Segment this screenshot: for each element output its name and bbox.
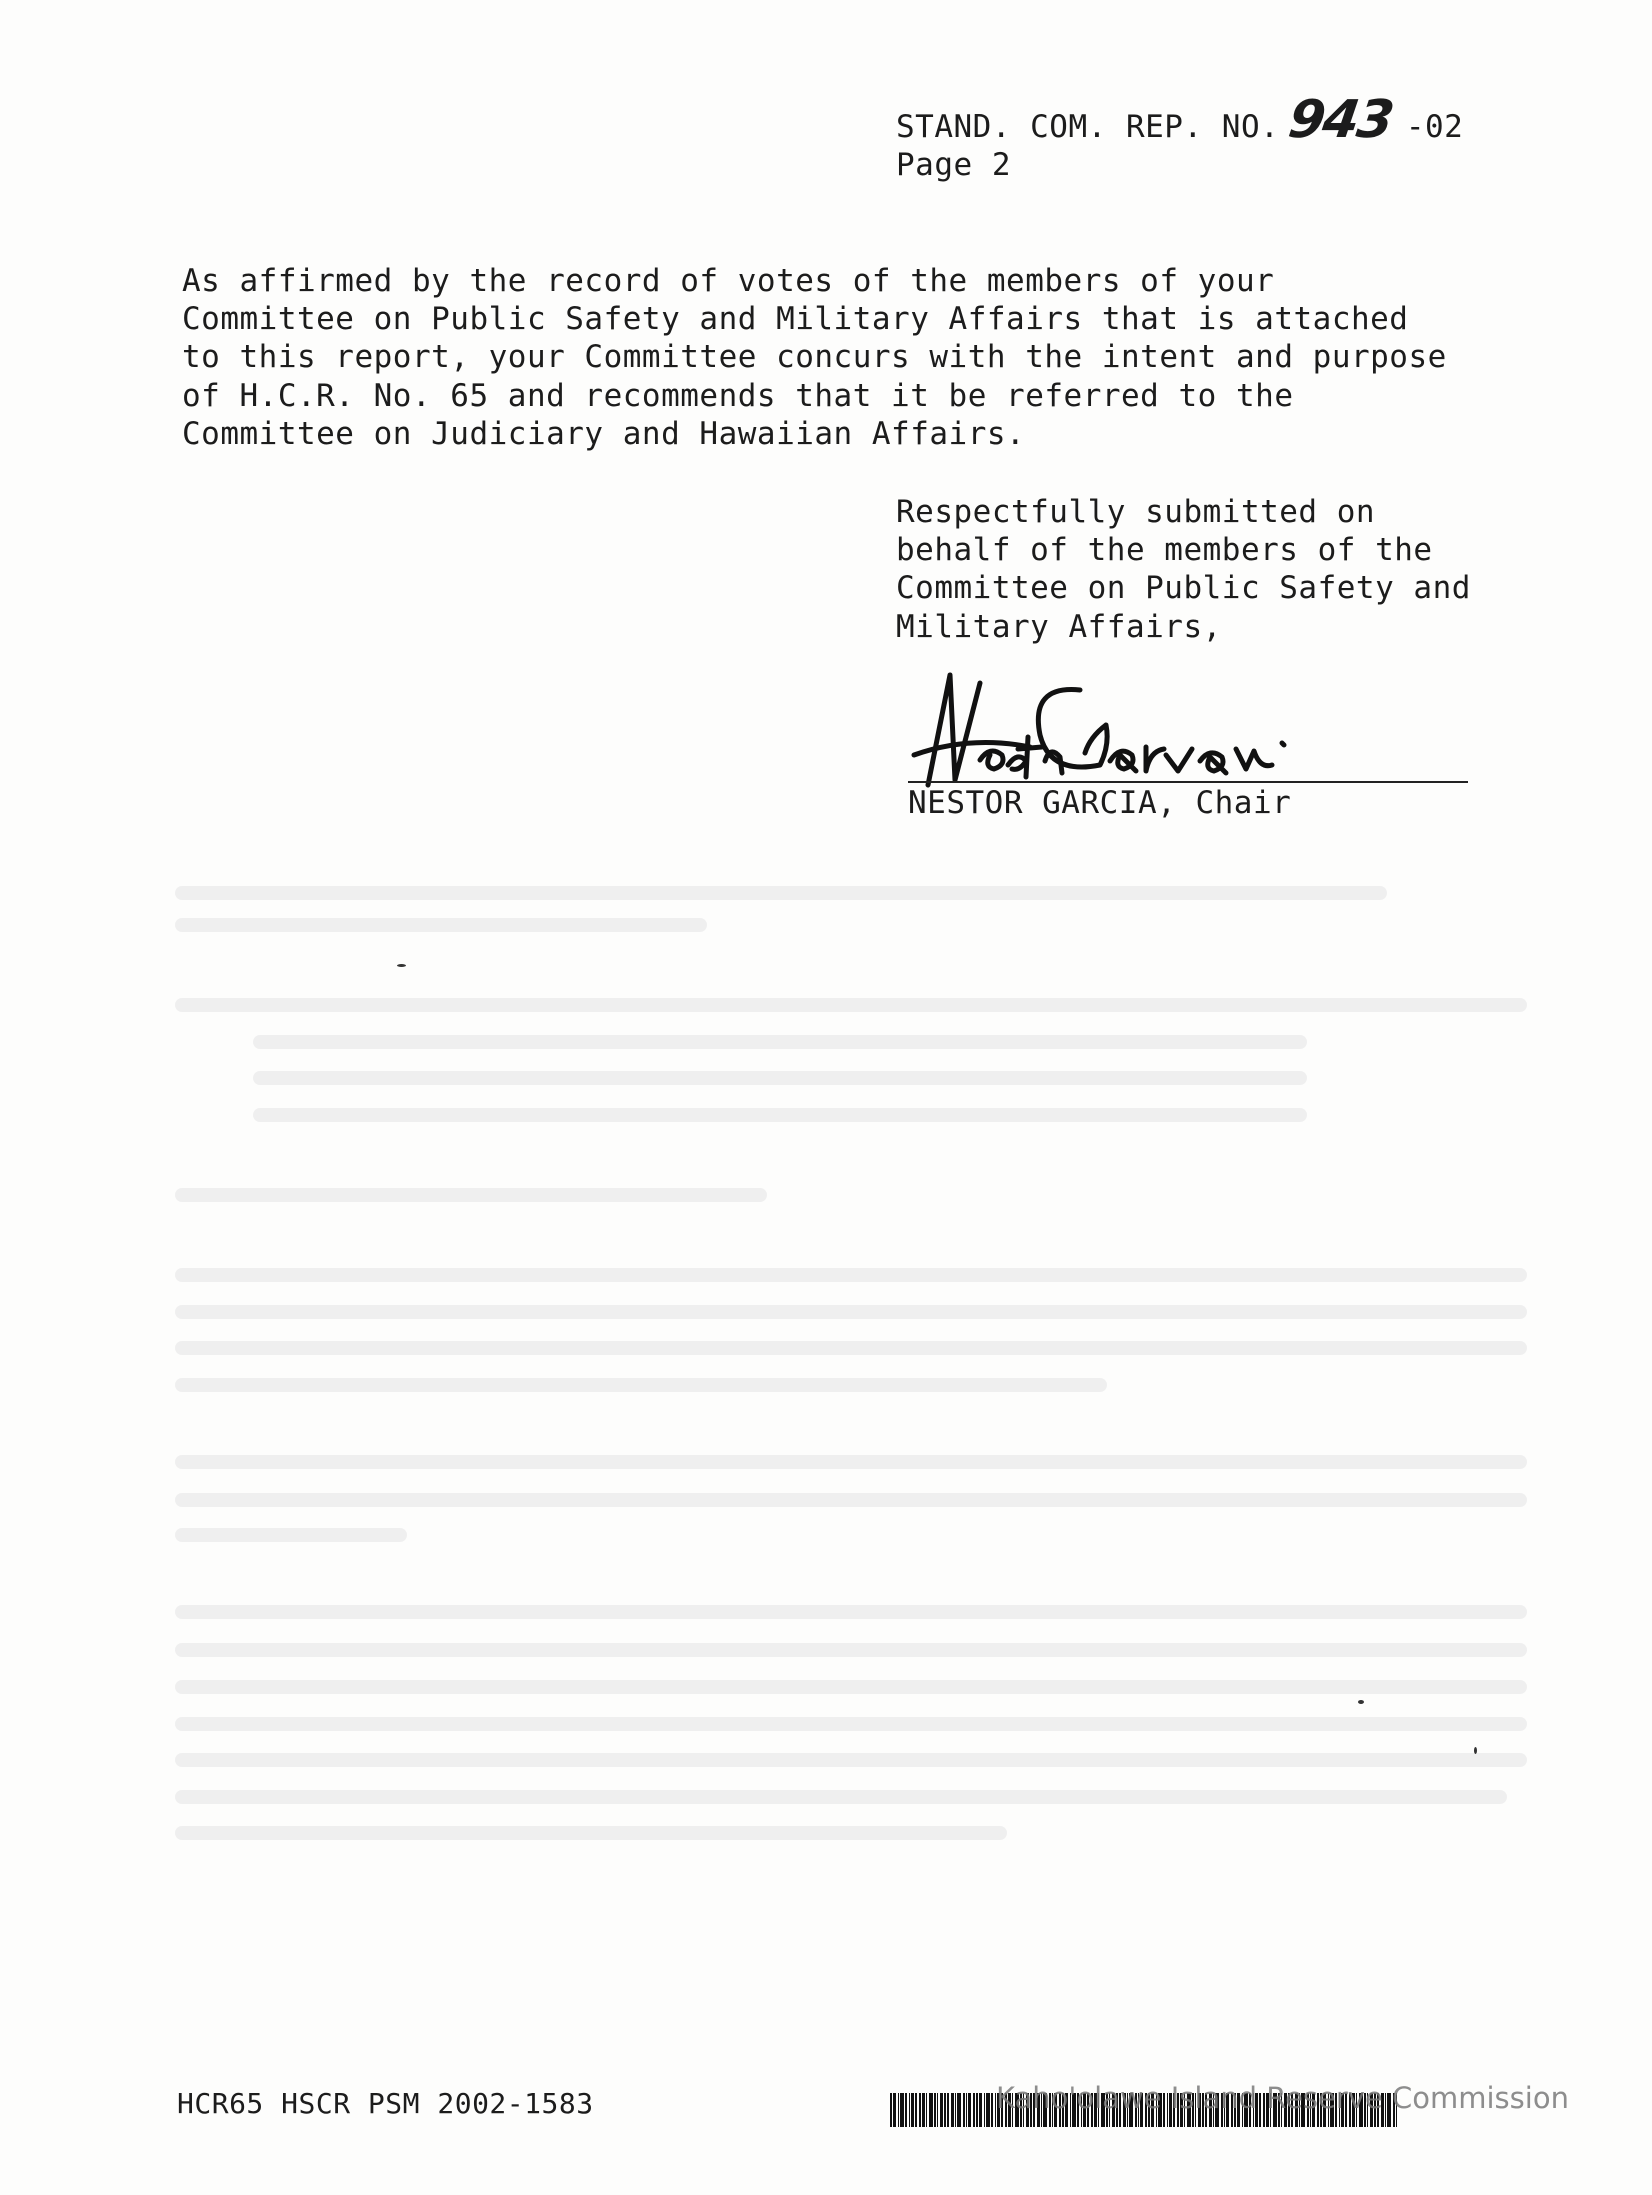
barcode-bar [976,2093,978,2127]
barcode-bar [947,2093,949,2127]
report-suffix: -02 [1405,109,1464,145]
signature-line [908,781,1468,783]
barcode-bar [963,2093,965,2127]
barcode-bar [919,2093,921,2127]
report-prefix: STAND. COM. REP. NO. [896,109,1280,145]
barcode-bar [905,2093,907,2127]
archive-watermark: Kaho'olawe Island Reserve Commission [996,2081,1569,2115]
barcode-bar [951,2093,954,2127]
barcode-bar [937,2093,938,2127]
report-header [896,90,1464,184]
barcode-bar [929,2093,933,2127]
barcode-bar [922,2093,925,2127]
scan-speck [1358,1700,1364,1704]
page-label: Page 2 [896,147,1011,183]
barcode-bar [934,2093,936,2127]
barcode-bar [890,2093,892,2127]
document-code: HCR65 HSCR PSM 2002-1583 [177,2087,594,2120]
barcode-bar [955,2093,956,2127]
report-number-line [896,90,1464,150]
barcode-bar [957,2093,961,2127]
barcode-bar [909,2093,910,2127]
barcode-bar [986,2093,990,2127]
closing-text: Respectfully submitted on behalf of the members of the Committee on Public Safety and Military Affairs, [896,494,1471,645]
barcode-bar [973,2093,975,2127]
barcode-bar [966,2093,967,2127]
barcode-bar [979,2093,982,2127]
barcode-bar [968,2093,971,2127]
handwritten-report-number: 943 [1285,90,1397,150]
barcode-bar [893,2093,896,2127]
barcode-bar [944,2093,946,2127]
barcode-bar [940,2093,943,2127]
barcode-bar [915,2093,917,2127]
barcode-bar [926,2093,927,2127]
barcode-bar [898,2093,899,2127]
handwritten-signature [910,665,1310,805]
barcode-bar [991,2093,993,2127]
signer-name: NESTOR GARCIA, Chair [908,785,1292,821]
body-paragraph: As affirmed by the record of votes of the members of your Committee on Public Safety and Military Affairs that is attached to this report, your Committee concurs with the intent and purpose of H.C.R. No. 65 and recommends that it be referred to the Committee on Judiciary and Hawaiian Affairs. [182,263,1447,452]
barcode-bar [900,2093,904,2127]
barcode-bar [911,2093,914,2127]
scan-speck [1474,1747,1477,1754]
barcode-bar [984,2093,985,2127]
scan-speck [397,964,406,967]
